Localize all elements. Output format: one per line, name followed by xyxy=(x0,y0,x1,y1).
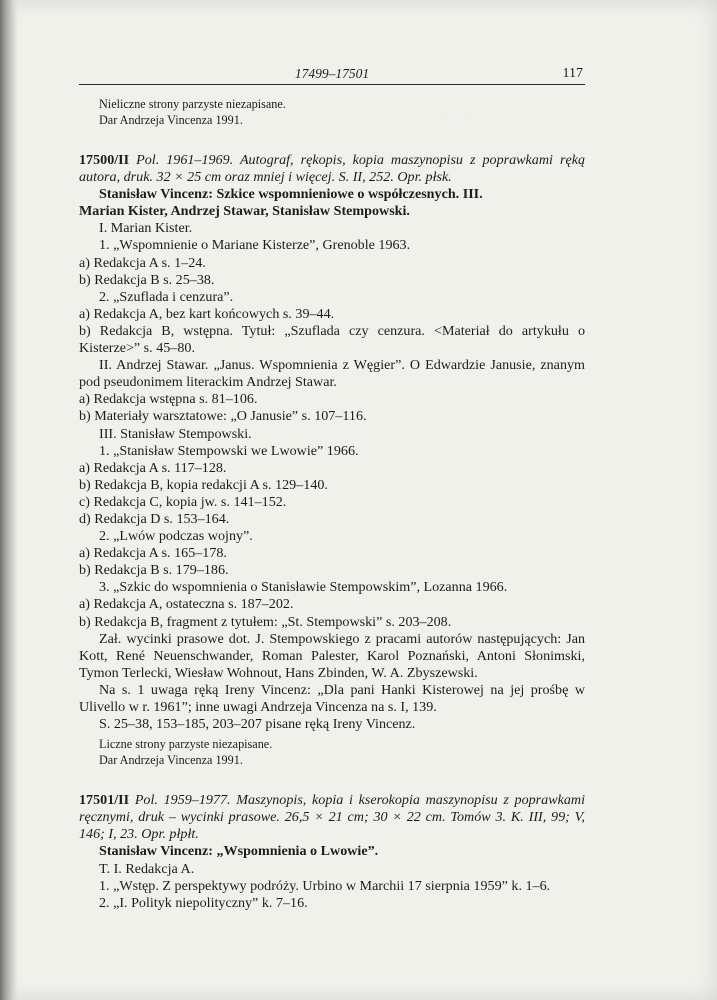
entry-line: b) Redakcja B s. 25–38. xyxy=(79,271,215,288)
catalog-entry-17500 xyxy=(79,152,585,768)
entry-line: b) Redakcja B, wstępna. Tytuł: „Szuflada czy cenzura. <Materiał do artykułu o Kisterze>” s. 45–80. xyxy=(79,322,585,357)
entry-line: T. I. Redakcja A. xyxy=(99,860,195,877)
entry-line: Zał. wycinki prasowe dot. J. Stempowskiego z pracami autorów następujących: Jan Kott, René Neuenschwander, Roman Palester, Karol Poznański, Antoni Słonimski, Tymon Terlecki, Wiesław Wohnout, Hans Zbinden, W. A. Zbyszewski. xyxy=(79,630,585,681)
entry-line: b) Redakcja B, fragment z tytułem: „St. Stempowski” s. 203–208. xyxy=(79,613,452,630)
bleed-through-text: · · · · · · · · · · · · · xyxy=(440,115,514,126)
entry-title: Stanisław Vincenz: „Wspomnienia o Lwowie”. xyxy=(99,843,379,860)
note-line: Dar Andrzeja Vincenza 1991. xyxy=(99,112,243,127)
catalog-entry-17501 xyxy=(79,792,585,912)
entry-line: a) Redakcja A, ostateczna s. 187–202. xyxy=(79,596,294,613)
entry-lines xyxy=(79,861,585,912)
entry-line: a) Redakcja A s. 117–128. xyxy=(79,459,227,476)
entry-heading xyxy=(79,152,585,186)
entry-description: Pol. 1959–1977. Maszynopis, kopia i kserokopia maszynopisu z poprawkami ręcznymi, druk – wycinki prasowe. 26,5 × 21 cm; 30 × 22 cm. Tomów 3. K. III, 99; V, 146; I, 23. Opr. płpłt. xyxy=(79,792,586,843)
entry-notes xyxy=(79,737,585,768)
entry-line: 2. „Lwów podczas wojny”. xyxy=(99,528,253,545)
entry-line: a) Redakcja wstępna s. 81–106. xyxy=(79,391,258,408)
entry-line: 2. „I. Polityk niepolityczny” k. 7–16. xyxy=(99,894,308,911)
entry-line: b) Redakcja B, kopia redakcji A s. 129–140. xyxy=(79,476,328,493)
note-line: Nieliczne strony parzyste niezapisane. xyxy=(99,97,286,111)
entry-line: 1. „Wspomnienie o Mariane Kisterze”, Grenoble 1963. xyxy=(99,237,411,254)
running-head-title: 17499–17501 xyxy=(294,66,370,81)
entry-line: II. Andrzej Stawar. „Janus. Wspomnienia z Węgier”. O Edwardzie Janusie, znanym pod pseudonimem literackim Andrzej Stawar. xyxy=(79,357,585,391)
entry-line: a) Redakcja A, bez kart końcowych s. 39–44. xyxy=(79,305,335,322)
page-content xyxy=(79,62,585,912)
note-line: Liczne strony parzyste niezapisane. xyxy=(99,737,273,752)
entry-line: Na s. 1 uwaga ręką Ireny Vincenz: „Dla pani Hanki Kisterowej na jej prośbę w Ulivello w r. 1961”; inne uwagi Andrzeja Vincenza na s. I, 139. xyxy=(79,681,585,715)
top-notes xyxy=(79,97,585,128)
note-line: Dar Andrzeja Vincenza 1991. xyxy=(99,752,243,767)
entry-line: I. Marian Kister. xyxy=(99,220,193,237)
entry-description: Pol. 1961–1969. Autograf, rękopis, kopia maszynopisu z poprawkami ręką autora, druk. 32 × 25 cm oraz mniej i więcej. S. II, 252. Opr. płsk. xyxy=(79,152,585,186)
entry-heading xyxy=(79,792,585,843)
entry-line: b) Redakcja B s. 179–186. xyxy=(79,562,229,579)
entry-number: 17501/II xyxy=(79,792,130,809)
running-head xyxy=(79,62,585,85)
entry-line: b) Materiały warsztatowe: „O Janusie” s. 107–116. xyxy=(79,408,367,425)
entry-line: 1. „Stanisław Stempowski we Lwowie” 1966. xyxy=(99,442,359,459)
entry-title: Stanisław Vincenz: Szkice wspomnieniowe o współczesnych. III. xyxy=(99,186,483,203)
entry-line: 2. „Szuflada i cenzura”. xyxy=(99,288,234,305)
entry-line: d) Redakcja D s. 153–164. xyxy=(79,510,230,527)
entry-lines xyxy=(79,220,585,733)
entry-line: c) Redakcja C, kopia jw. s. 141–152. xyxy=(79,493,287,510)
entry-line: III. Stanisław Stempowski. xyxy=(99,425,252,442)
entry-line: a) Redakcja A s. 1–24. xyxy=(79,254,206,271)
entry-number: 17500/II xyxy=(79,152,130,168)
entry-line: S. 25–38, 153–185, 203–207 pisane ręką Ireny Vincenz. xyxy=(99,716,416,733)
entry-line: 3. „Szkic do wspomnienia o Stanisławie Stempowskim”, Lozanna 1966. xyxy=(99,579,508,596)
entry-line: 1. „Wstęp. Z perspektywy podróży. Urbino w Marchii 17 sierpnia 1959” k. 1–6. xyxy=(99,877,551,894)
entry-title-continued: Marian Kister, Andrzej Stawar, Stanisław Stempowski. xyxy=(79,203,410,220)
entry-line: a) Redakcja A s. 165–178. xyxy=(79,545,227,562)
page-number: 117 xyxy=(562,66,583,81)
scan-binding-shadow xyxy=(0,0,18,1000)
